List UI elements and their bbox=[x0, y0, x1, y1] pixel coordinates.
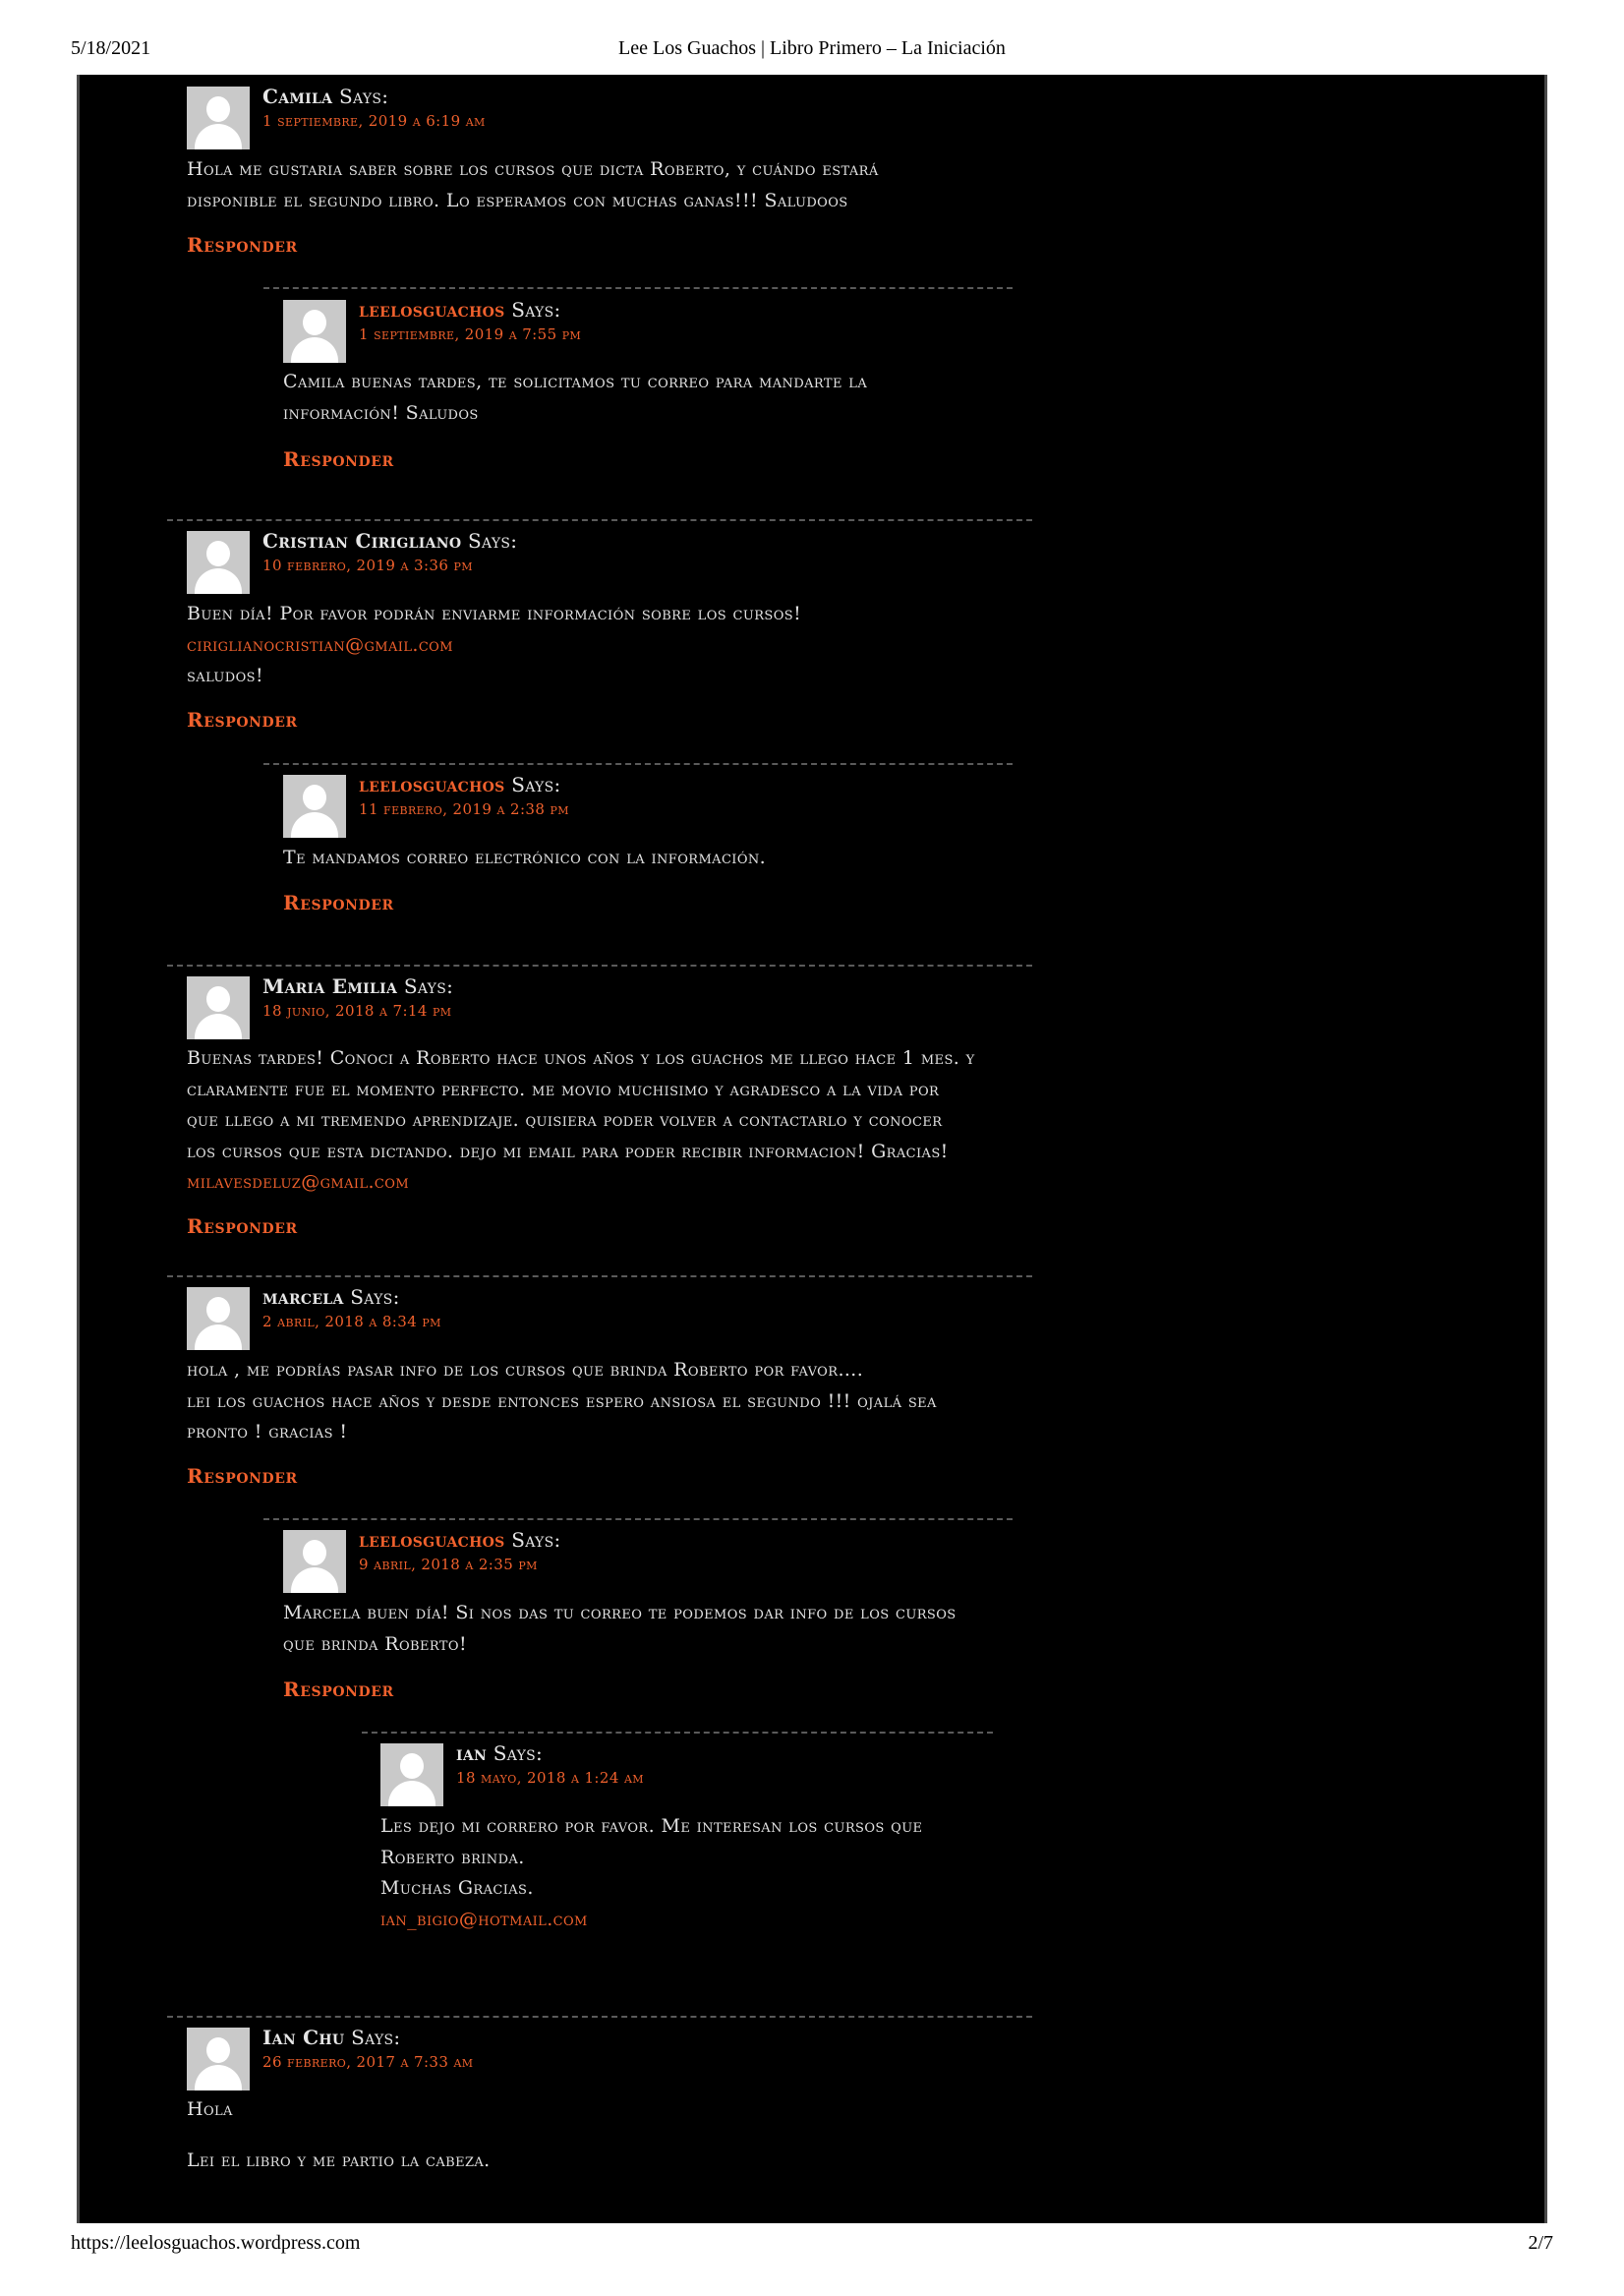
comment-text bbox=[187, 154, 879, 216]
comment-line: que llego a mi tremendo aprendizaje. quisiera poder volver a contactarlo y conocer bbox=[187, 1109, 943, 1131]
author-name: Cristian Cirigliano bbox=[262, 529, 462, 553]
avatar-icon bbox=[283, 775, 346, 838]
reply-button[interactable]: Responder bbox=[187, 1464, 298, 1488]
avatar-icon bbox=[283, 1530, 346, 1593]
comment-author bbox=[456, 1741, 543, 1765]
author-name: Maria Emilia bbox=[262, 974, 398, 998]
print-date: 5/18/2021 bbox=[71, 37, 151, 59]
print-title: Lee Los Guachos | Libro Primero – La Iniciación bbox=[618, 37, 1006, 59]
comment-line: saludos! bbox=[187, 665, 263, 686]
print-header bbox=[0, 37, 1624, 77]
reply-button[interactable]: Responder bbox=[283, 447, 394, 471]
author-name: marcela bbox=[262, 1285, 344, 1309]
email-link[interactable]: ian_bigio@hotmail.com bbox=[380, 1908, 588, 1930]
comment-text bbox=[283, 1598, 957, 1660]
says-label: Says: bbox=[493, 1741, 544, 1765]
comment-line: los cursos que esta dictando. dejo mi email para poder recibir informacion! Gracias! bbox=[187, 1140, 949, 1162]
author-name-link[interactable]: leelosguachos bbox=[359, 298, 505, 322]
comment-line: disponible el segundo libro. Lo esperamos con muchas ganas!!! Saludoos bbox=[187, 189, 848, 211]
avatar-icon bbox=[187, 87, 250, 149]
comment-author bbox=[262, 974, 453, 998]
author-name-link[interactable]: leelosguachos bbox=[359, 773, 505, 796]
comment-line: Buenas tardes! Conoci a Roberto hace unos años y los guachos me llego hace 1 mes. y bbox=[187, 1047, 975, 1069]
comment-date-link[interactable]: 10 febrero, 2019 a 3:36 pm bbox=[262, 557, 473, 574]
says-label: Says: bbox=[339, 85, 389, 108]
print-page-number: 2/7 bbox=[1528, 2232, 1553, 2254]
comment-author bbox=[262, 2026, 400, 2049]
comment-line: que brinda Roberto! bbox=[283, 1632, 467, 1655]
comment-text bbox=[187, 2094, 491, 2176]
comment-line: claramente fue el momento perfecto. me movio muchisimo y agradesco a la vida por bbox=[187, 1078, 940, 1100]
comment-date-link[interactable]: 18 mayo, 2018 a 1:24 am bbox=[456, 1769, 644, 1787]
comment-separator bbox=[167, 965, 1032, 967]
comment-separator bbox=[263, 287, 1013, 289]
email-link[interactable]: milavesdeluz@gmail.com bbox=[187, 1171, 410, 1193]
comment-author bbox=[262, 85, 388, 108]
avatar-icon bbox=[187, 531, 250, 594]
comment-date-link[interactable]: 1 septiembre, 2019 a 6:19 am bbox=[262, 112, 486, 130]
print-url: https://leelosguachos.wordpress.com bbox=[71, 2232, 361, 2254]
avatar-icon bbox=[187, 2028, 250, 2090]
comment-date-link[interactable]: 9 abril, 2018 a 2:35 pm bbox=[359, 1556, 538, 1573]
comment-line: lei los guachos hace años y desde entonces espero ansiosa el segundo !!! ojalá sea bbox=[187, 1389, 937, 1412]
comment-date-link[interactable]: 2 abril, 2018 a 8:34 pm bbox=[262, 1313, 441, 1330]
reply-button[interactable]: Responder bbox=[283, 891, 394, 914]
comment-date-link[interactable]: 1 septiembre, 2019 a 7:55 pm bbox=[359, 325, 582, 343]
comment-date-link[interactable]: 18 junio, 2018 a 7:14 pm bbox=[262, 1002, 452, 1020]
reply-button[interactable]: Responder bbox=[187, 233, 298, 257]
comment-line: Les dejo mi correro por favor. Me interesan los cursos que bbox=[380, 1815, 923, 1837]
comment-author bbox=[359, 1528, 561, 1552]
comment-text bbox=[283, 367, 867, 429]
comment-text bbox=[187, 599, 801, 692]
comment-separator bbox=[167, 2016, 1032, 2018]
reply-button[interactable]: Responder bbox=[283, 1678, 394, 1701]
comment-author bbox=[359, 773, 561, 796]
says-label: Says: bbox=[403, 974, 454, 998]
comment-line: Hola bbox=[187, 2098, 233, 2120]
author-name: ian bbox=[456, 1741, 488, 1765]
comment-date-link[interactable]: 11 febrero, 2019 a 2:38 pm bbox=[359, 800, 569, 818]
says-label: Says: bbox=[511, 1528, 561, 1552]
comment-separator bbox=[263, 763, 1013, 765]
comment-line: Hola me gustaria saber sobre los cursos que dicta Roberto, y cuándo estará bbox=[187, 158, 879, 180]
reply-button[interactable]: Responder bbox=[187, 1214, 298, 1238]
comment-separator bbox=[167, 519, 1032, 521]
comment-line: Marcela buen día! Si nos das tu correo te podemos dar info de los cursos bbox=[283, 1602, 957, 1623]
author-name-link[interactable]: leelosguachos bbox=[359, 1528, 505, 1552]
reply-button[interactable]: Responder bbox=[187, 708, 298, 732]
says-label: Says: bbox=[511, 773, 561, 796]
says-label: Says: bbox=[350, 1285, 400, 1309]
author-name: Ian Chu bbox=[262, 2026, 345, 2049]
says-label: Says: bbox=[351, 2026, 401, 2049]
comment-date-link[interactable]: 26 febrero, 2017 a 7:33 am bbox=[262, 2053, 474, 2071]
comment-separator bbox=[167, 1275, 1032, 1277]
avatar-icon bbox=[187, 976, 250, 1039]
comment-text bbox=[380, 1811, 922, 1935]
comment-line: hola , me podrías pasar info de los cursos que brinda Roberto por favor…. bbox=[187, 1359, 864, 1381]
comment-line: Buen día! Por favor podrán enviarme información sobre los cursos! bbox=[187, 603, 802, 624]
comment-text bbox=[187, 1355, 937, 1448]
comment-line: Roberto brinda. bbox=[380, 1846, 525, 1868]
comment-separator bbox=[362, 1732, 993, 1734]
comment-author bbox=[262, 529, 517, 553]
email-link[interactable]: ciriglianocristian@gmail.com bbox=[187, 633, 453, 656]
comment-text bbox=[187, 1043, 975, 1199]
avatar-icon bbox=[283, 300, 346, 363]
says-label: Says: bbox=[511, 298, 561, 322]
comment-line: Muchas Gracias. bbox=[380, 1877, 534, 1899]
comment-line: Te mandamos correo electrónico con la información. bbox=[283, 847, 767, 868]
comment-line: información! Saludos bbox=[283, 401, 479, 424]
comment-line: Lei el libro y me partio la cabeza. bbox=[187, 2149, 491, 2171]
comment-line: Camila buenas tardes, te solicitamos tu correo para mandarte la bbox=[283, 371, 868, 392]
comment-author bbox=[359, 298, 561, 322]
print-footer bbox=[0, 2232, 1624, 2271]
comment-separator bbox=[263, 1518, 1013, 1520]
avatar-icon bbox=[187, 1287, 250, 1350]
author-name: Camila bbox=[262, 85, 333, 108]
comment-text bbox=[283, 843, 766, 874]
says-label: Says: bbox=[468, 529, 518, 553]
comment-author bbox=[262, 1285, 400, 1309]
comment-line bbox=[187, 2126, 491, 2146]
comment-line: pronto ! gracias ! bbox=[187, 1421, 348, 1442]
avatar-icon bbox=[380, 1743, 443, 1806]
comments-page bbox=[77, 75, 1547, 2223]
